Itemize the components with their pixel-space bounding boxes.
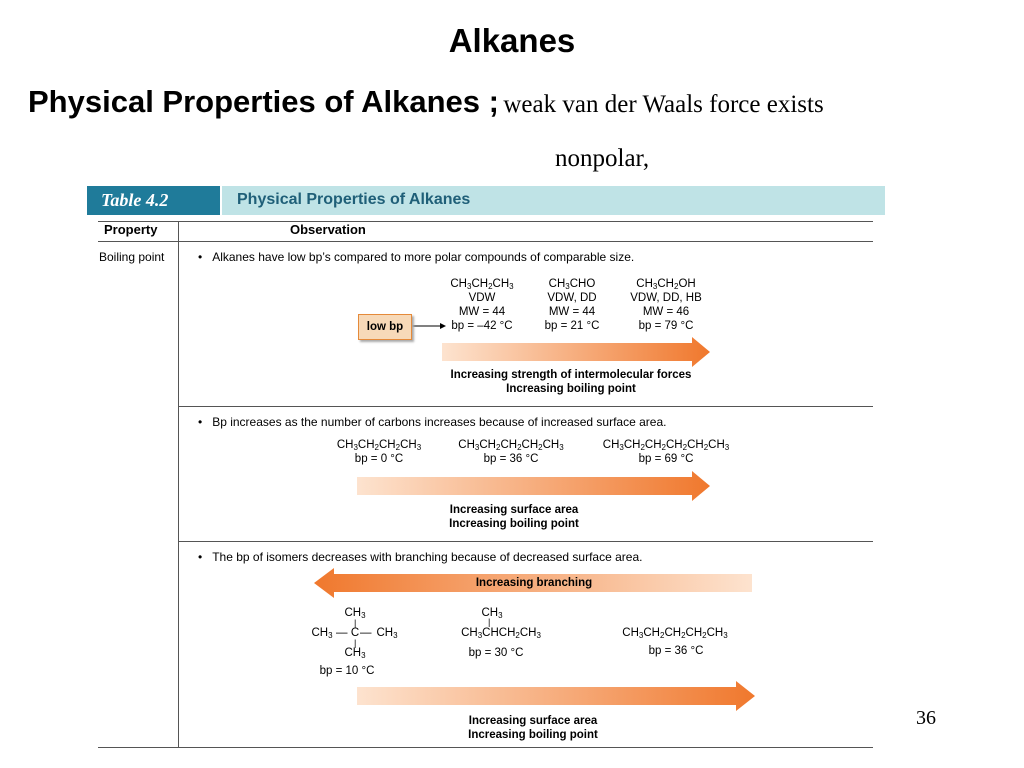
table-title: Physical Properties of Alkanes (237, 191, 471, 208)
section2-compound-1-formula: $CH_3CH_2CH_2CH_3$ (336, 439, 422, 452)
section1-compound-1-mw: MW = 44 (458, 306, 506, 318)
section2-bullet: • Bp increases as the number of carbons increases because of increased surface area. (198, 415, 667, 429)
slide-title: Alkanes (448, 22, 576, 59)
low-bp-label: low bp (358, 314, 412, 340)
isopentane-bond: | (488, 617, 491, 627)
neopentane-bond-bottom: | (354, 638, 357, 648)
branching-label: Increasing branching (475, 577, 593, 589)
neopentane-right: $CH_3$ (376, 627, 398, 640)
section1-arrow-line2: Increasing boiling point (506, 383, 636, 395)
section2-arrow-line2: Increasing boiling point (449, 518, 579, 530)
section3-arrow-line2: Increasing boiling point (468, 729, 598, 741)
section1-compound-1-forces: VDW (468, 292, 496, 304)
section2-compound-1-bp: bp = 0 °C (354, 453, 404, 465)
subtitle-bold: Physical Properties of Alkanes ; (28, 84, 499, 119)
arrow-intermolecular-forces (442, 337, 710, 367)
neopentane-bond-right: — (360, 627, 372, 639)
section1-arrow-line1: Increasing strength of intermolecular forces (450, 369, 692, 381)
isopentane-bp: bp = 30 °C (468, 647, 524, 659)
section1-compound-3-formula: $CH_3CH_2OH$ (636, 278, 696, 291)
pentane-bp: bp = 36 °C (648, 645, 704, 657)
section1-compound-2-bp: bp = 21 °C (544, 320, 600, 332)
section2-arrow-line1: Increasing surface area (449, 504, 579, 516)
section1-compound-2-mw: MW = 44 (548, 306, 596, 318)
arrow-surface-area-2 (357, 681, 755, 711)
neopentane-left: $CH_3$ (311, 627, 333, 640)
section3-bullet-text: The bp of isomers decreases with branching because of decreased surface area. (212, 550, 643, 564)
pentane-formula: $CH_3CH_2CH_2CH_2CH_3$ (622, 627, 728, 640)
section1-compound-1-formula: $CH_3CH_2CH_3$ (450, 278, 514, 291)
neopentane-bond-left: — (336, 627, 348, 639)
section2-compound-2-bp: bp = 36 °C (483, 453, 539, 465)
section2-bullet-text: Bp increases as the number of carbons increases because of increased surface area. (212, 415, 667, 429)
property-boiling-point: Boiling point (99, 250, 165, 264)
section3-arrow-line1: Increasing surface area (468, 715, 598, 727)
arrow-surface-area-1 (357, 471, 710, 501)
section1-bullet-text: Alkanes have low bp’s compared to more polar compounds of comparable size. (212, 250, 635, 264)
neopentane-bottom: $CH_3$ (344, 647, 366, 660)
header-property: Property (104, 222, 158, 237)
neopentane-center: C (350, 627, 360, 639)
isopentane-main: $CH_3CHCH_2CH_3$ (461, 627, 541, 640)
section1-compound-1-bp: bp = –42 °C (451, 320, 513, 332)
section1-compound-3-mw: MW = 46 (642, 306, 690, 318)
neopentane-bp: bp = 10 °C (319, 665, 375, 677)
section2-compound-3-formula: $CH_3CH_2CH_2CH_2CH_2CH_3$ (602, 439, 730, 452)
section1-compound-3-bp: bp = 79 °C (638, 320, 694, 332)
section1-compound-2-formula: $CH_3CHO$ (548, 278, 596, 291)
section3-bullet: • The bp of isomers decreases with branching because of decreased surface area. (198, 550, 643, 564)
section1-compound-3-forces: VDW, DD, HB (630, 292, 702, 304)
header-observation: Observation (290, 222, 366, 237)
subtitle-serif: weak van der Waals force exists (503, 91, 824, 118)
section2-compound-3-bp: bp = 69 °C (638, 453, 694, 465)
neopentane-bond-top: | (354, 618, 357, 628)
nonpolar-text: nonpolar, (555, 145, 650, 172)
table-label: Table 4.2 (101, 190, 169, 210)
isopentane-top: $CH_3$ (481, 607, 503, 620)
section1-compound-2-forces: VDW, DD (547, 292, 597, 304)
section1-bullet: • Alkanes have low bp’s compared to more polar compounds of comparable size. (198, 250, 635, 264)
neopentane-top: $CH_3$ (344, 607, 366, 620)
section2-compound-2-formula: $CH_3CH_2CH_2CH_2CH_3$ (458, 439, 564, 452)
page-number: 36 (916, 707, 936, 729)
